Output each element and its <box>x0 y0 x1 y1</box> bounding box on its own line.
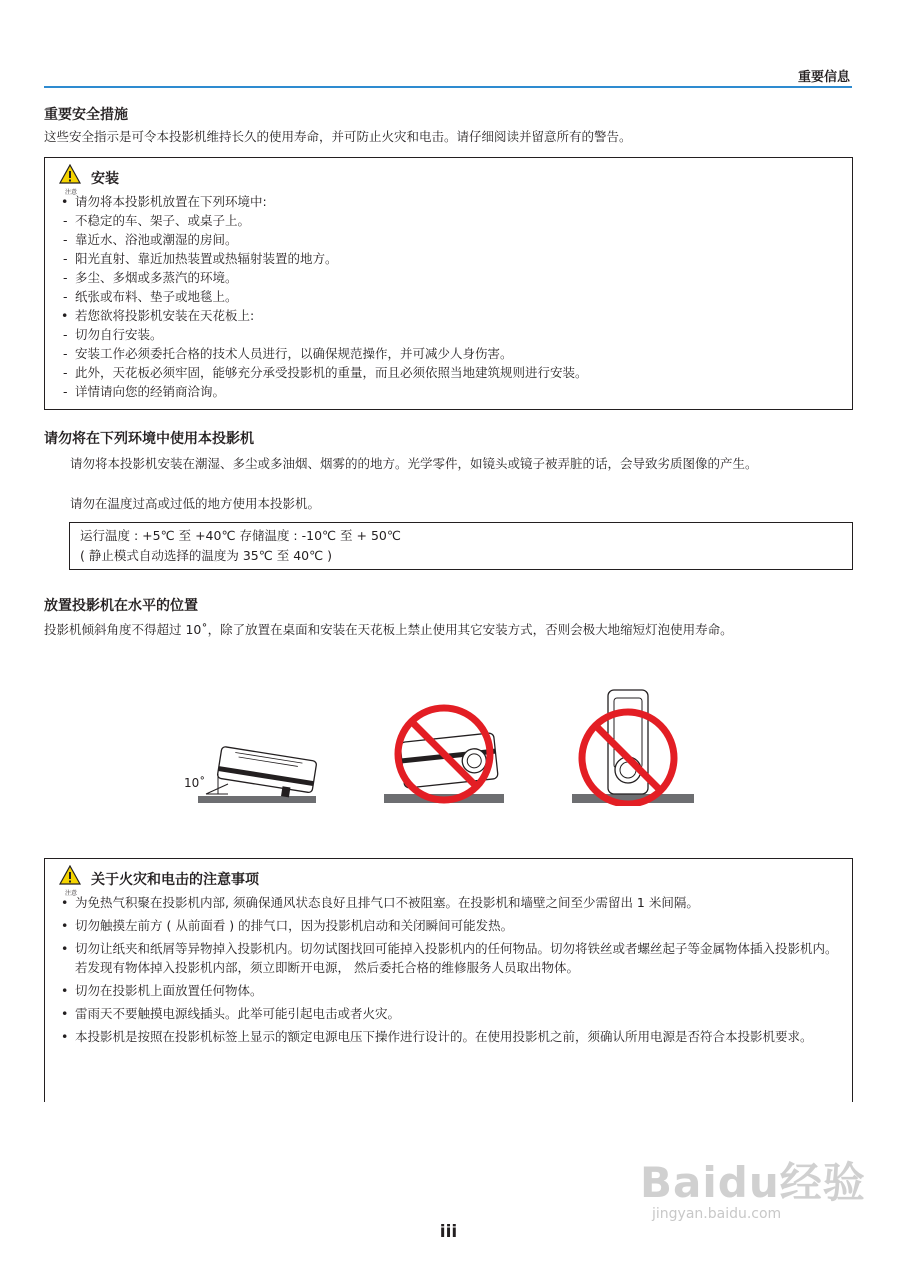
list-item: • 切勿触摸左前方 ( 从前面看 ) 的排气口，因为投影机启动和关闭瞬间可能发热。 <box>59 916 840 935</box>
environment-paragraph-1: 请勿将本投影机安装在潮湿、多尘或多油烟、烟雾的的地方。光学零件，如镜头或镜子被弄脏的话，会导致劣质图像的产生。 <box>70 456 758 471</box>
environment-paragraph-2: 请勿在温度过高或过低的地方使用本投影机。 <box>70 496 321 511</box>
fire-warning-title: 关于火灾和电击的注意事项 <box>91 872 259 888</box>
list-item <box>59 306 840 401</box>
page-number: iii <box>439 1222 458 1242</box>
list-item: • 本投影机是按照在投影机标签上显示的额定电源电压下操作进行设计的。在使用投影机之前，须确认所用电源是否符合本投影机要求。 <box>59 1027 840 1046</box>
install-warning-title: 安装 <box>91 171 119 187</box>
tilt-ok-illustration <box>178 732 320 810</box>
list-item: - 此外，天花板必须牢固，能够充分承受投影机的重量，而且必须依照当地建筑规则进行安装。 <box>59 363 840 382</box>
list-item: • 为免热气积聚在投影机内部, 须确保通风状态良好且排气口不被阻塞。在投影机和墙壁之间至少需留出 1 米间隔。 <box>59 893 840 912</box>
watermark-url: jingyan.baidu.com <box>652 1206 782 1222</box>
list-item: - 不稳定的车、架子、或桌子上。 <box>59 211 840 230</box>
warning-label: 注意 <box>64 189 77 196</box>
tilt-angle-label: 10˚ <box>184 776 206 790</box>
list-item: • 切勿让纸夹和纸屑等异物掉入投影机内。切勿试图找回可能掉入投影机内的任何物品。切勿将铁丝或者螺丝起子等金属物体插入投影机内。若发现有物体掉入投影机内部，须立即断开电源， 然后委托合格的维修服务人员取出物体。 <box>59 939 840 977</box>
header-title: 重要信息 <box>797 70 850 85</box>
list-item: - 安装工作必须委托合格的技术人员进行，以确保规范操作，并可减少人身伤害。 <box>59 344 840 363</box>
section-title-environment: 请勿将在下列环境中使用本投影机 <box>44 431 254 447</box>
warning-label: 注意 <box>64 890 77 897</box>
list-item: - 阳光直射、靠近加热装置或热辐射装置的地方。 <box>59 249 840 268</box>
install-sublist-2 <box>59 325 840 401</box>
list-item: - 详情请向您的经销商洽询。 <box>59 382 840 401</box>
list-item <box>59 192 840 306</box>
fire-warning-list <box>59 893 840 1046</box>
install-warning-box <box>44 157 853 410</box>
level-placement-paragraph: 投影机倾斜角度不得超过 10˚，除了放置在桌面和安装在天花板上禁止使用其它安装方式，否则会极大地缩短灯泡使用寿命。 <box>44 622 733 637</box>
install-sublist-1 <box>59 211 840 306</box>
safety-intro: 这些安全指示是可令本投影机维持长久的使用寿命，并可防止火灾和电击。请仔细阅读并留意所有的警告。 <box>44 129 632 144</box>
section-title-level-placement: 放置投影机在水平的位置 <box>44 598 198 614</box>
baidu-watermark <box>640 1150 866 1222</box>
warning-triangle-icon <box>59 164 81 196</box>
vertical-prohibited-illustration <box>570 686 696 810</box>
fire-shock-warning-box <box>44 858 853 1102</box>
warning-triangle-icon <box>59 865 81 897</box>
list-item: - 靠近水、浴池或潮湿的房间。 <box>59 230 840 249</box>
temperature-operating-storage: 运行温度 : +5℃ 至 +40℃ 存储温度 : -10℃ 至 + 50℃ <box>80 528 401 543</box>
list-item: • 雷雨天不要触摸电源线插头。此举可能引起电击或者火灾。 <box>59 1004 840 1023</box>
page-header <box>44 60 852 88</box>
watermark-logo: Baidu经验 <box>640 1158 866 1207</box>
install-list <box>59 192 840 401</box>
install-bullet-2: 若您欲将投影机安装在天花板上: <box>75 308 255 323</box>
list-item: - 多尘、多烟或多蒸汽的环境。 <box>59 268 840 287</box>
section-title-safety: 重要安全措施 <box>44 107 128 123</box>
fire-warning-header <box>59 865 840 897</box>
tilted-prohibited-illustration <box>382 700 506 810</box>
list-item: - 纸张或布料、垫子或地毯上。 <box>59 287 840 306</box>
temperature-box <box>69 522 853 570</box>
list-item: • 切勿在投影机上面放置任何物体。 <box>59 981 840 1000</box>
install-bullet-1: 请勿将本投影机放置在下列环境中: <box>75 194 267 209</box>
install-warning-header <box>59 164 840 196</box>
list-item: - 切勿自行安装。 <box>59 325 840 344</box>
temperature-eco-mode: ( 静止模式自动选择的温度为 35℃ 至 40℃ ) <box>80 548 333 563</box>
